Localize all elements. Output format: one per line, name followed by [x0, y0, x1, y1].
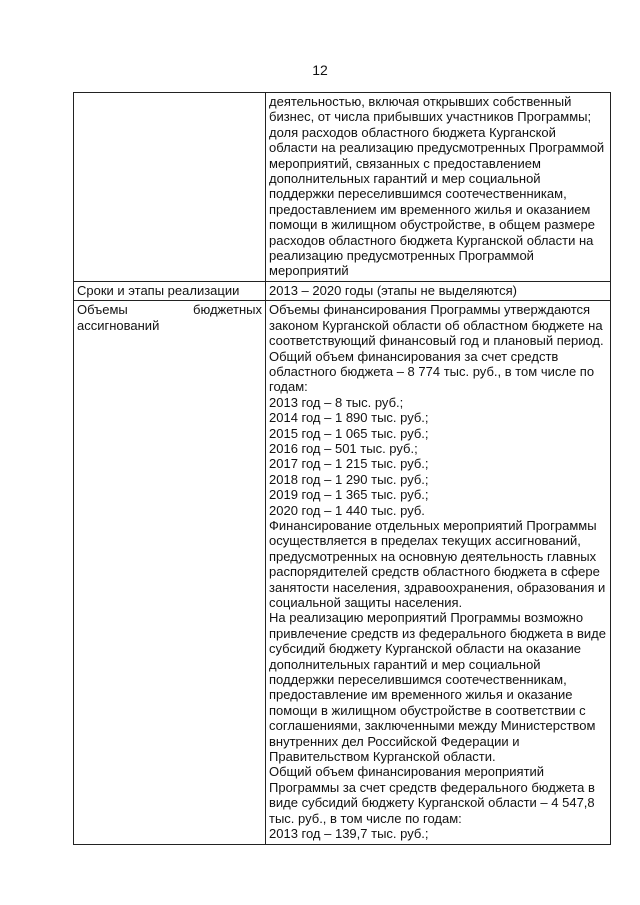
text-line: виде субсидий бюджету Курганской области – 4 547,8	[269, 795, 595, 811]
table-row-terms	[74, 281, 611, 300]
text-line: предусмотренных на основную деятельность главных	[269, 548, 597, 564]
text-line: мероприятий, связанных с предоставлением	[269, 155, 541, 171]
row-value: 2013 – 2020 годы (этапы не выделяются)	[269, 282, 517, 298]
value-cell-budget	[266, 301, 611, 845]
text-line: соглашениями, заключенными между Министерством	[269, 718, 596, 734]
label-cell-budget	[74, 301, 266, 845]
text-line: доля расходов областного бюджета Курганской	[269, 124, 556, 140]
text-line: субсидий бюджету Курганской области на оказание	[269, 641, 581, 657]
text-line: годам:	[269, 379, 308, 395]
label-cell-terms	[74, 281, 266, 300]
text-line: расходов областного бюджета Курганской области на	[269, 232, 594, 248]
text-line: помощи в жилищном обустройстве в соответствии с	[269, 702, 586, 718]
row-label-line-1	[77, 302, 262, 317]
text-line: социальной защиты населения.	[269, 595, 463, 610]
text-line: реализацию предусмотренных Программой	[269, 248, 534, 264]
text-line: Программы за счет средств федерального бюджета в	[269, 779, 595, 795]
text-line: Объемы финансирования Программы утверждаются	[269, 302, 591, 318]
text-line: поддержки переселившимся соотечественникам,	[269, 186, 567, 202]
text-line: предоставлением им временного жилья и оказанием	[269, 201, 591, 217]
text-line: 2016 год – 501 тыс. руб.;	[269, 440, 418, 456]
text-line: соответствующий финансовый год и плановый период.	[269, 333, 604, 349]
text-line: На реализацию мероприятий Программы возможно	[269, 610, 584, 626]
text-line: деятельностью, включая открывших собственный	[269, 94, 572, 109]
text-line: Общий объем финансирования за счет средств	[269, 348, 559, 364]
value-cell-indicators	[266, 93, 611, 282]
page-number: 12	[312, 62, 328, 78]
row-label-line-2: ассигнований	[77, 317, 160, 333]
text-line: Общий объем финансирования мероприятий	[269, 764, 545, 780]
text-line: областного бюджета – 8 774 тыс. руб., в том числе по	[269, 363, 595, 379]
text-line: 2013 год – 139,7 тыс. руб.;	[269, 826, 429, 842]
table-row-continuation	[74, 93, 611, 282]
text-line: мероприятий	[269, 263, 349, 279]
text-line: области на реализацию предусмотренных Программой	[269, 140, 605, 156]
row-label: Сроки и этапы реализации	[77, 282, 240, 298]
text-line: внутренних дел Российской Федерации и	[269, 733, 520, 749]
label-cell-empty	[74, 93, 266, 282]
value-cell-terms	[266, 281, 611, 300]
text-line: 2020 год – 1 440 тыс. руб.	[269, 502, 425, 518]
label-word: бюджетных	[193, 302, 262, 318]
program-passport-table	[73, 92, 611, 845]
text-line: бизнес, от числа прибывших участников Программы;	[269, 109, 592, 125]
text-line: 2018 год – 1 290 тыс. руб.;	[269, 471, 429, 487]
text-line: помощи в жилищном обустройстве, в общем размере	[269, 217, 595, 233]
text-line: Правительством Курганской области.	[269, 749, 496, 765]
text-line: занятости населения, здравоохранения, образования и	[269, 579, 606, 595]
text-line: привлечение средств из федерального бюджета в виде	[269, 625, 606, 641]
label-word: Объемы	[77, 302, 128, 318]
text-line: поддержки переселившимся соотечественникам,	[269, 672, 567, 688]
text-line: дополнительных гарантий и мер социальной	[269, 656, 541, 672]
text-line: 2015 год – 1 065 тыс. руб.;	[269, 425, 429, 441]
text-line: 2014 год – 1 890 тыс. руб.;	[269, 410, 429, 426]
table-row-budget	[74, 301, 611, 845]
text-line: законом Курганской области об областном бюджете на	[269, 317, 603, 333]
text-line: предоставление им временного жилья и оказание	[269, 687, 573, 703]
text-line: распорядителей средств областного бюджета в сфере	[269, 564, 600, 580]
text-line: 2013 год – 8 тыс. руб.;	[269, 394, 404, 410]
text-line: тыс. руб., в том числе по годам:	[269, 810, 462, 826]
text-line: 2017 год – 1 215 тыс. руб.;	[269, 456, 429, 472]
text-line: 2019 год – 1 365 тыс. руб.;	[269, 487, 429, 503]
text-line: Финансирование отдельных мероприятий Программы	[269, 517, 597, 533]
text-line: дополнительных гарантий и мер социальной	[269, 171, 541, 187]
text-line: осуществляется в пределах текущих ассигнований,	[269, 533, 581, 549]
